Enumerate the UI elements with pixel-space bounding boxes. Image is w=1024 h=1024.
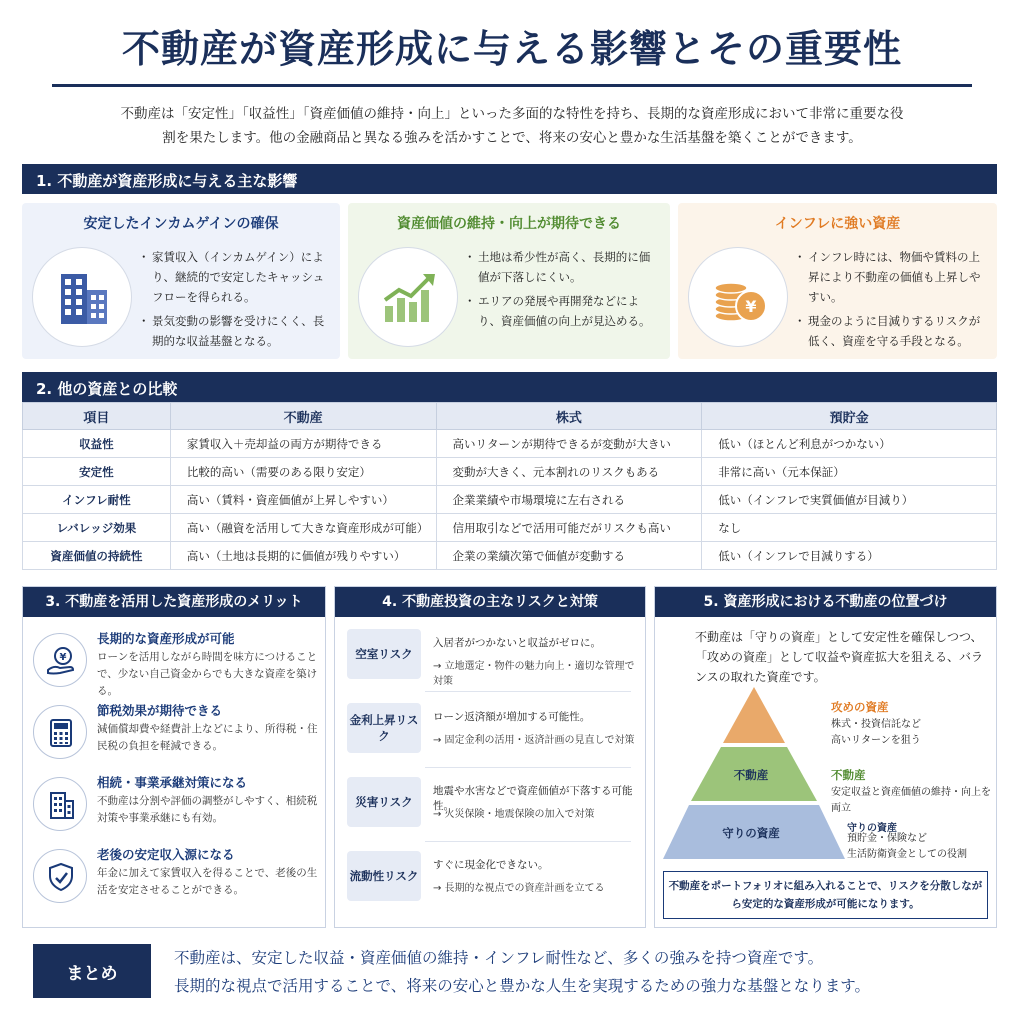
table-cell: 高い（土地は長期的に価値が残りやすい） — [170, 542, 436, 570]
section-3-heading: 3. 不動産を活用した資産形成のメリット — [23, 587, 325, 617]
svg-text:¥: ¥ — [59, 652, 67, 663]
summary-text — [174, 944, 994, 1000]
shield-icon — [33, 849, 87, 903]
merit-desc: 減価償却費や経費計上などにより、所得税・住民税の負担を軽減できる。 — [97, 723, 318, 752]
table-cell: 高い（融資を活用して大きな資産形成が可能） — [170, 514, 436, 542]
table-cell: 高いリターンが期待できるが変動が大きい — [436, 430, 702, 458]
risk-item — [343, 775, 637, 831]
table-cell: 低い（インフレで実質価値が目減り） — [702, 486, 997, 514]
summary-badge: まとめ — [33, 944, 151, 998]
merit-item — [31, 843, 321, 915]
table-row — [23, 514, 997, 542]
risk-label: 金利上昇リスク — [347, 703, 421, 753]
risk-measure: → 固定金利の活用・返済計画の見直しで対策 — [433, 735, 635, 746]
title-underline — [52, 84, 972, 87]
card-inflation-bullet: ・ 現金のように目減りするリスクが低く、資産を守る手段となる。 — [796, 311, 988, 351]
side-desc-offense: 株式・投資信託など 高いリターンを狙う — [831, 719, 921, 746]
section-1-heading: 1. 不動産が資産形成に与える主な影響 — [22, 164, 997, 194]
card-income-bullets — [140, 247, 332, 355]
risk-label: 災害リスク — [347, 777, 421, 827]
merit-title: 長期的な資産形成が可能 — [97, 631, 235, 646]
pyramid-base-label: 守りの資産 — [722, 826, 780, 840]
card-inflation-bullet: ・ インフレ時には、物価や賃料の上昇により不動産の価値も上昇しやすい。 — [796, 247, 988, 307]
pyramid-mid-label: 不動産 — [733, 768, 769, 782]
pyramid-top — [723, 687, 785, 743]
card-asset-value-bullets — [466, 247, 658, 335]
section-4-heading: 4. 不動産投資の主なリスクと対策 — [335, 587, 645, 617]
card-income — [22, 203, 340, 359]
side-title-defense: 守りの資産 — [847, 823, 897, 834]
side-desc-realestate: 安定収益と資産価値の維持・向上を両立 — [831, 787, 991, 814]
merits-panel — [22, 586, 326, 928]
risk-divider — [425, 841, 631, 842]
risk-item — [343, 627, 637, 687]
risk-label: 流動性リスク — [347, 851, 421, 901]
risk-label: 空室リスク — [347, 629, 421, 679]
row-header: インフレ耐性 — [23, 486, 171, 514]
card-income-bullet: ・ 景気変動の影響を受けにくく、長期的な収益基盤となる。 — [140, 311, 332, 351]
merit-item — [31, 771, 321, 843]
row-header: 収益性 — [23, 430, 171, 458]
table-cell: 低い（ほとんど利息がつかない） — [702, 430, 997, 458]
merit-desc: 不動産は分割や評価の調整がしやすく、相続税対策や事業承継にも有効。 — [97, 795, 318, 824]
section-2-heading: 2. 他の資産との比較 — [22, 372, 997, 402]
table-cell: 信用取引などで活用可能だがリスクも高い — [436, 514, 702, 542]
risk-measure: → 長期的な視点での資産計画を立てる — [433, 883, 605, 894]
side-desc-defense: 預貯金・保険など 生活防衛資金としての役割 — [847, 833, 967, 860]
positioning-text: 不動産は「守りの資産」として安定性を確保しつつ、「攻めの資産」として収益や資産拡大を狙える、バランスの取れた資産です。 — [695, 630, 984, 684]
merit-title: 節税効果が期待できる — [97, 703, 223, 718]
risk-item — [343, 701, 637, 757]
row-header: 安定性 — [23, 458, 171, 486]
office-building-icon — [33, 777, 87, 831]
card-asset-value-bullet: ・ エリアの発展や再開発などにより、資産価値の向上が見込める。 — [466, 291, 658, 331]
table-cell: 低い（インフレで目減りする） — [702, 542, 997, 570]
risk-desc: ローン返済額が増加する可能性。 — [433, 711, 591, 723]
merit-item — [31, 627, 321, 699]
risk-measure: → 立地選定・物件の魅力向上・適切な管理で対策 — [433, 661, 635, 687]
table-cell: 非常に高い（元本保証） — [702, 458, 997, 486]
summary-line-1: 不動産は、安定した収益・資産価値の維持・インフレ耐性など、多くの強みを持つ資産です。 — [174, 949, 824, 967]
column-header: 預貯金 — [702, 403, 997, 430]
table-cell: 変動が大きく、元本割れのリスクもある — [436, 458, 702, 486]
page-title: 不動産が資産形成に与える影響とその重要性 — [121, 27, 902, 71]
merit-title: 相続・事業承継対策になる — [97, 775, 248, 790]
risk-desc: 入居者がつかないと収益がゼロに。 — [433, 637, 601, 649]
card-inflation — [678, 203, 997, 359]
merit-desc: ローンを活用しながら時間を味方につけることで、少ない自己資金からでも大きな資産を築ける。 — [97, 651, 318, 697]
column-header: 項目 — [23, 403, 171, 430]
growth-chart-icon — [358, 247, 458, 347]
column-header: 不動産 — [170, 403, 436, 430]
merit-item — [31, 699, 321, 771]
row-header: 資産価値の持続性 — [23, 542, 171, 570]
comparison-table — [22, 402, 997, 570]
card-inflation-title: インフレに強い資産 — [774, 216, 901, 232]
building-icon — [32, 247, 132, 347]
calculator-icon — [33, 705, 87, 759]
summary-line-2: 長期的な視点で活用することで、将来の安心と豊かな人生を実現するための強力な基盤となります。 — [174, 977, 870, 995]
risk-divider — [425, 767, 631, 768]
positioning-panel — [654, 586, 997, 928]
section-5-heading: 5. 資産形成における不動産の位置づけ — [655, 587, 996, 617]
risk-desc: 地震や水害などで資産価値が下落する可能性。 — [433, 785, 633, 812]
row-header: レバレッジ効果 — [23, 514, 171, 542]
table-cell: 企業の業績次第で価値が変動する — [436, 542, 702, 570]
side-title-realestate: 不動産 — [831, 768, 866, 782]
merit-title: 老後の安定収入源になる — [97, 847, 235, 862]
merit-desc: 年金に加えて家賃収入を得ることで、老後の生活を安定させることができる。 — [97, 867, 318, 896]
card-asset-value-title: 資産価値の維持・向上が期待できる — [397, 216, 621, 232]
yen-coins-icon — [688, 247, 788, 347]
table-cell: 比較的高い（需要のある限り安定） — [170, 458, 436, 486]
risk-item — [343, 849, 637, 905]
table-header-row — [23, 403, 997, 430]
column-header: 株式 — [436, 403, 702, 430]
risk-desc: すぐに現金化できない。 — [433, 859, 549, 871]
svg-text:¥: ¥ — [745, 297, 757, 316]
card-asset-value-bullet: ・ 土地は希少性が高く、長期的に価値が下落しにくい。 — [466, 247, 658, 287]
table-cell: なし — [702, 514, 997, 542]
table-cell: 家賃収入＋売却益の両方が期待できる — [170, 430, 436, 458]
table-row — [23, 542, 997, 570]
portfolio-note: 不動産をポートフォリオに組み入れることで、リスクを分散しながら安定的な資産形成が可能になります。 — [663, 871, 988, 919]
table-cell: 企業業績や市場環境に左右される — [436, 486, 702, 514]
risks-panel — [334, 586, 646, 928]
side-title-offense: 攻めの資産 — [831, 700, 889, 714]
table-cell: 高い（賃料・資産価値が上昇しやすい） — [170, 486, 436, 514]
table-row — [23, 458, 997, 486]
card-income-title: 安定したインカムゲインの確保 — [83, 216, 279, 232]
intro-line-1: 不動産は「安定性」「収益性」「資産価値の維持・向上」といった多面的な特性を持ち、長期的な資産形成において非常に重要な役 — [120, 106, 904, 122]
table-row — [23, 430, 997, 458]
card-asset-value — [348, 203, 670, 359]
table-row — [23, 486, 997, 514]
card-income-bullet: ・ 家賃収入（インカムゲイン）により、継続的で安定したキャッシュフローを得られる。 — [140, 247, 332, 307]
card-inflation-bullets — [796, 247, 988, 355]
intro-text — [60, 102, 964, 150]
yen-hand-icon — [33, 633, 87, 687]
risk-divider — [425, 691, 631, 692]
risk-measure: → 火災保険・地震保険の加入で対策 — [433, 809, 595, 820]
intro-line-2: 割を果たします。他の金融商品と異なる強みを活かすことで、将来の安心と豊かな生活基盤を築くことができます。 — [162, 130, 862, 146]
